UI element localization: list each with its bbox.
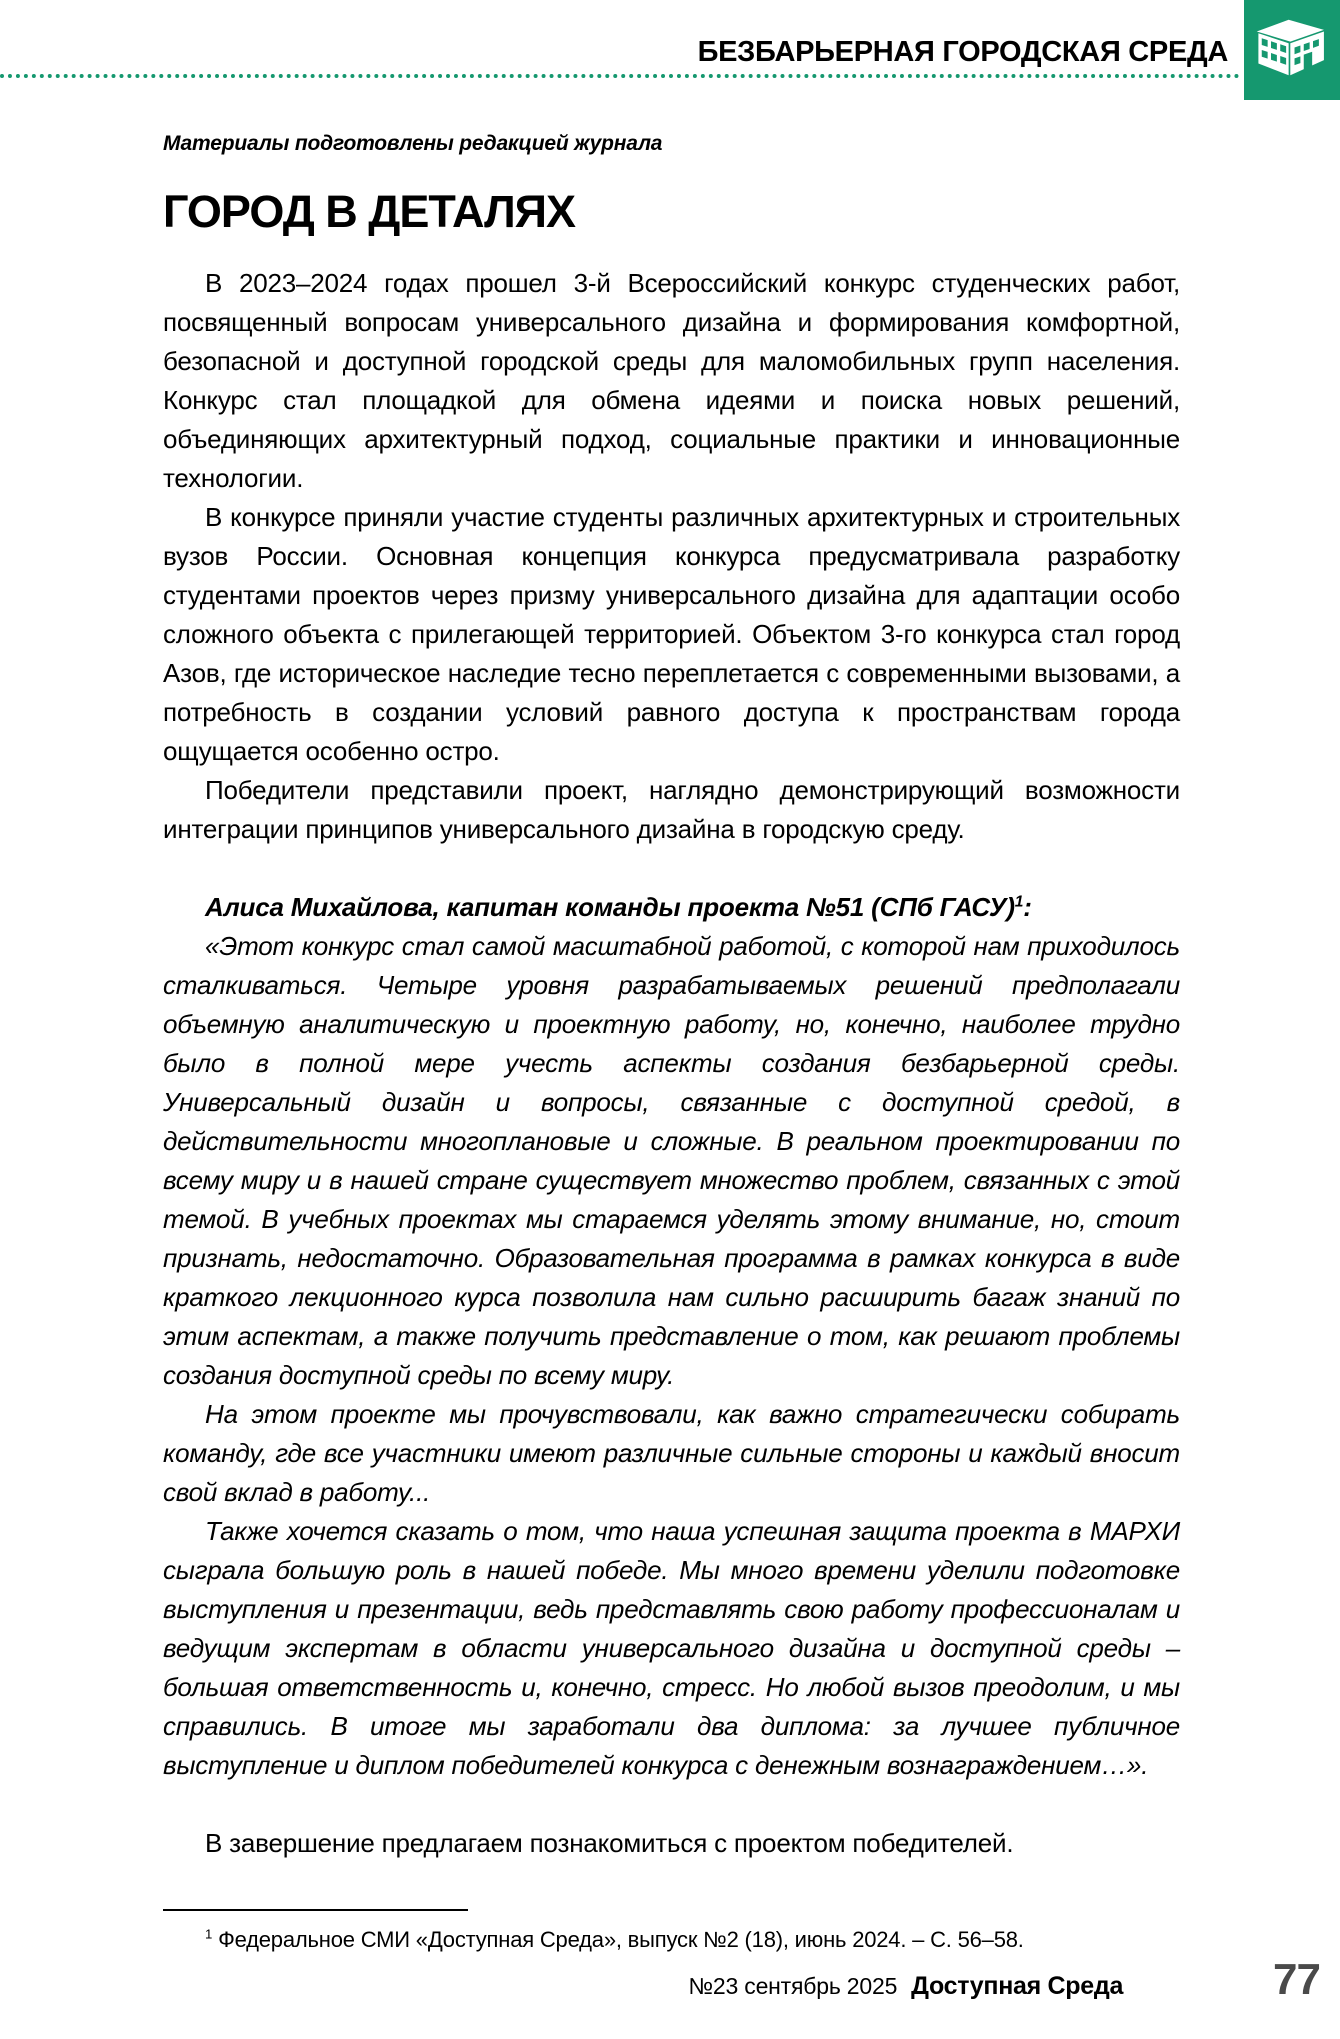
quote-paragraph: На этом проекте мы прочувствовали, как важно стратегически собирать команду, где все участники имеют различные сильные стороны и каждый вносит свой вклад в работу... bbox=[163, 1399, 1180, 1507]
quote-paragraph: «Этот конкурс стал самой масштабной работой, с которой нам приходилось сталкиваться. Четыре уровня разрабатываемых решений предполагали объемную аналитическую и проектную работу, но, конечно, наиболее трудно было в полной мере учесть аспекты создания безбарьерной среды. Универсальный дизайн и вопросы, связанные с доступной средой, в действительности многоплановые и сложные. В реальном проектировании по всему миру и в нашей стране существует множество проблем, связанных с этой темой. В учебных проектах мы стараемся уделять этому внимание, но, стоит признать, недостаточно. Образовательная программа в рамках конкурса в виде краткого лекционного курса позволила нам сильно расширить багаж знаний по этим аспектам, а также получить представление о том, как решают проблемы создания доступной среды по всему миру. bbox=[163, 931, 1180, 1390]
section-header: БЕЗБАРЬЕРНАЯ ГОРОДСКАЯ СРЕДА bbox=[697, 36, 1228, 68]
footnote-rule bbox=[163, 1909, 468, 1911]
byline: Материалы подготовлены редакцией журнала bbox=[163, 132, 663, 155]
closing-paragraph: В завершение предлагаем познакомиться с проектом победителей. bbox=[205, 1828, 1014, 1858]
page-footer bbox=[0, 1955, 1340, 2039]
footer-issue: №23 сентябрь 2025 bbox=[688, 1973, 898, 1999]
page-number: 77 bbox=[1273, 1955, 1320, 2004]
page-title: ГОРОД В ДЕТАЛЯХ bbox=[163, 186, 576, 237]
footnote-marker: 1 bbox=[205, 1926, 213, 1942]
footnote-text: Федеральное СМИ «Доступная Среда», выпуск №2 (18), июнь 2024. – С. 56–58. bbox=[218, 1927, 1024, 1952]
body-paragraph: В 2023–2024 годах прошел 3-й Всероссийский конкурс студенческих работ, посвященный вопросам универсального дизайна и формирования комфортной, безопасной и доступной городской среды для маломобильных групп населения. Конкурс стал площадкой для обмена идеями и поиска новых решений, объединяющих архитектурный подход, социальные практики и инновационные технологии. bbox=[163, 268, 1180, 493]
footnote-ref: 1 bbox=[1014, 893, 1024, 911]
quote-heading bbox=[163, 888, 1180, 927]
journal-logo bbox=[1244, 0, 1340, 100]
footer-journal-name: Доступная Среда bbox=[911, 1972, 1124, 2000]
article-body bbox=[0, 100, 1340, 1955]
footnote bbox=[163, 1925, 1180, 1955]
quote-author: Алиса Михайлова, капитан команды проекта №51 (СПб ГАСУ) bbox=[205, 892, 1015, 922]
building-icon bbox=[1250, 8, 1334, 92]
page-header bbox=[0, 0, 1340, 100]
body-paragraph: В конкурсе приняли участие студенты различных архитектурных и строительных вузов России. Основная концепция конкурса предусматривала разработку студентами проектов через призму универсального дизайна для адаптации особо сложного объекта с прилегающей территорией. Объектом 3-го конкурса стал город Азов, где историческое наследие тесно переплетается с современными вызовами, а потребность в создании условий равного доступа к пространствам города ощущается особенно остро. bbox=[163, 502, 1180, 766]
quote-heading-colon: : bbox=[1023, 892, 1032, 922]
quote-paragraph: Также хочется сказать о том, что наша успешная защита проекта в МАРХИ сыграла большую роль в нашей победе. Мы много времени уделили подготовке выступления и презентации, ведь представлять свою работу профессионалам и ведущим экспертам в области универсального дизайна и доступной среды – большая ответственность и, конечно, стресс. Но любой вызов преодолим, и мы справились. В итоге мы заработали два диплома: за лучшее публичное выступление и диплом победителей конкурса с денежным вознаграждением…». bbox=[163, 1516, 1180, 1780]
header-divider bbox=[0, 74, 1240, 78]
body-paragraph: Победители представили проект, наглядно демонстрирующий возможности интеграции принципов универсального дизайна в городскую среду. bbox=[163, 775, 1180, 844]
